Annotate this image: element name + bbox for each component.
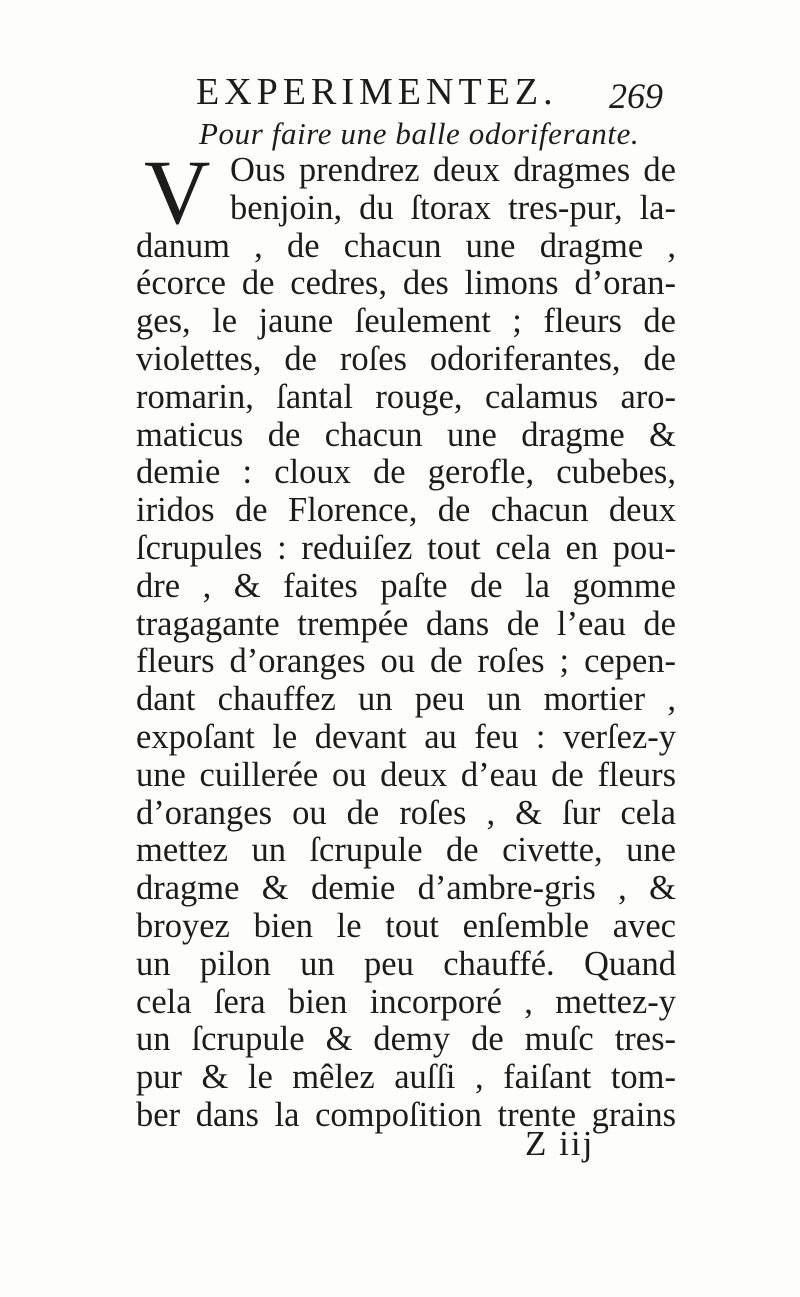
- body-text: [136, 152, 676, 1135]
- text-line: Ous prendrez deux dragmes de: [230, 152, 676, 189]
- section-title: Pour faire une balle odoriferante.: [199, 116, 640, 151]
- text-line: dragme & demie d’ambre-gris , &: [136, 870, 676, 908]
- text-line: un ſcrupule & demy de muſc tres-: [136, 1021, 676, 1059]
- running-title: EXPERIMENTEZ.: [196, 71, 558, 113]
- text-line: pur & le mêlez auſſi , faiſant tom-: [136, 1059, 676, 1097]
- text-line: écorce de cedres, des limons d’oran-: [136, 265, 676, 303]
- text-line: expoſant le devant au feu : verſez-y: [136, 718, 676, 756]
- text-line: cela ſera bien incorporé , mettez-y: [136, 983, 676, 1021]
- text-line: ſcrupules : reduiſez tout cela en pou-: [136, 529, 676, 567]
- text-line: un pilon un peu chauffé. Quand: [136, 945, 676, 983]
- text-line: iridos de Florence, de chacun deux: [136, 492, 676, 530]
- signature-mark: Z iij: [525, 1124, 595, 1163]
- text-line: violettes, de roſes odoriferantes, de: [136, 340, 676, 378]
- drop-cap: V: [144, 141, 211, 243]
- text-line: tragagante trempée dans de l’eau de: [136, 605, 676, 643]
- text-line: maticus de chacun une dragme &: [136, 416, 676, 454]
- text-line: danum , de chacun une dragme ,: [136, 227, 676, 265]
- text-line: dant chauffez un peu un mortier ,: [136, 681, 676, 719]
- page-number: 269: [609, 76, 663, 116]
- text-line: broyez bien le tout enſemble avec: [136, 907, 676, 945]
- text-line: fleurs d’oranges ou de roſes ; cepen-: [136, 643, 676, 681]
- text-line: demie : cloux de gerofle, cubebes,: [136, 454, 676, 492]
- text-line: ber dans la compoſition trente grains: [136, 1096, 676, 1134]
- text-line: ges, le jaune ſeulement ; fleurs de: [136, 303, 676, 341]
- text-line: romarin, ſantal rouge, calamus aro-: [136, 378, 676, 416]
- text-line: une cuillerée ou deux d’eau de fleurs: [136, 756, 676, 794]
- text-line: benjoin, du ſtorax tres-pur, la-: [230, 189, 676, 227]
- text-line: d’oranges ou de roſes , & ſur cela: [136, 794, 676, 832]
- text-line: dre , & faites paſte de la gomme: [136, 567, 676, 605]
- text-line: mettez un ſcrupule de civette, une: [136, 832, 676, 870]
